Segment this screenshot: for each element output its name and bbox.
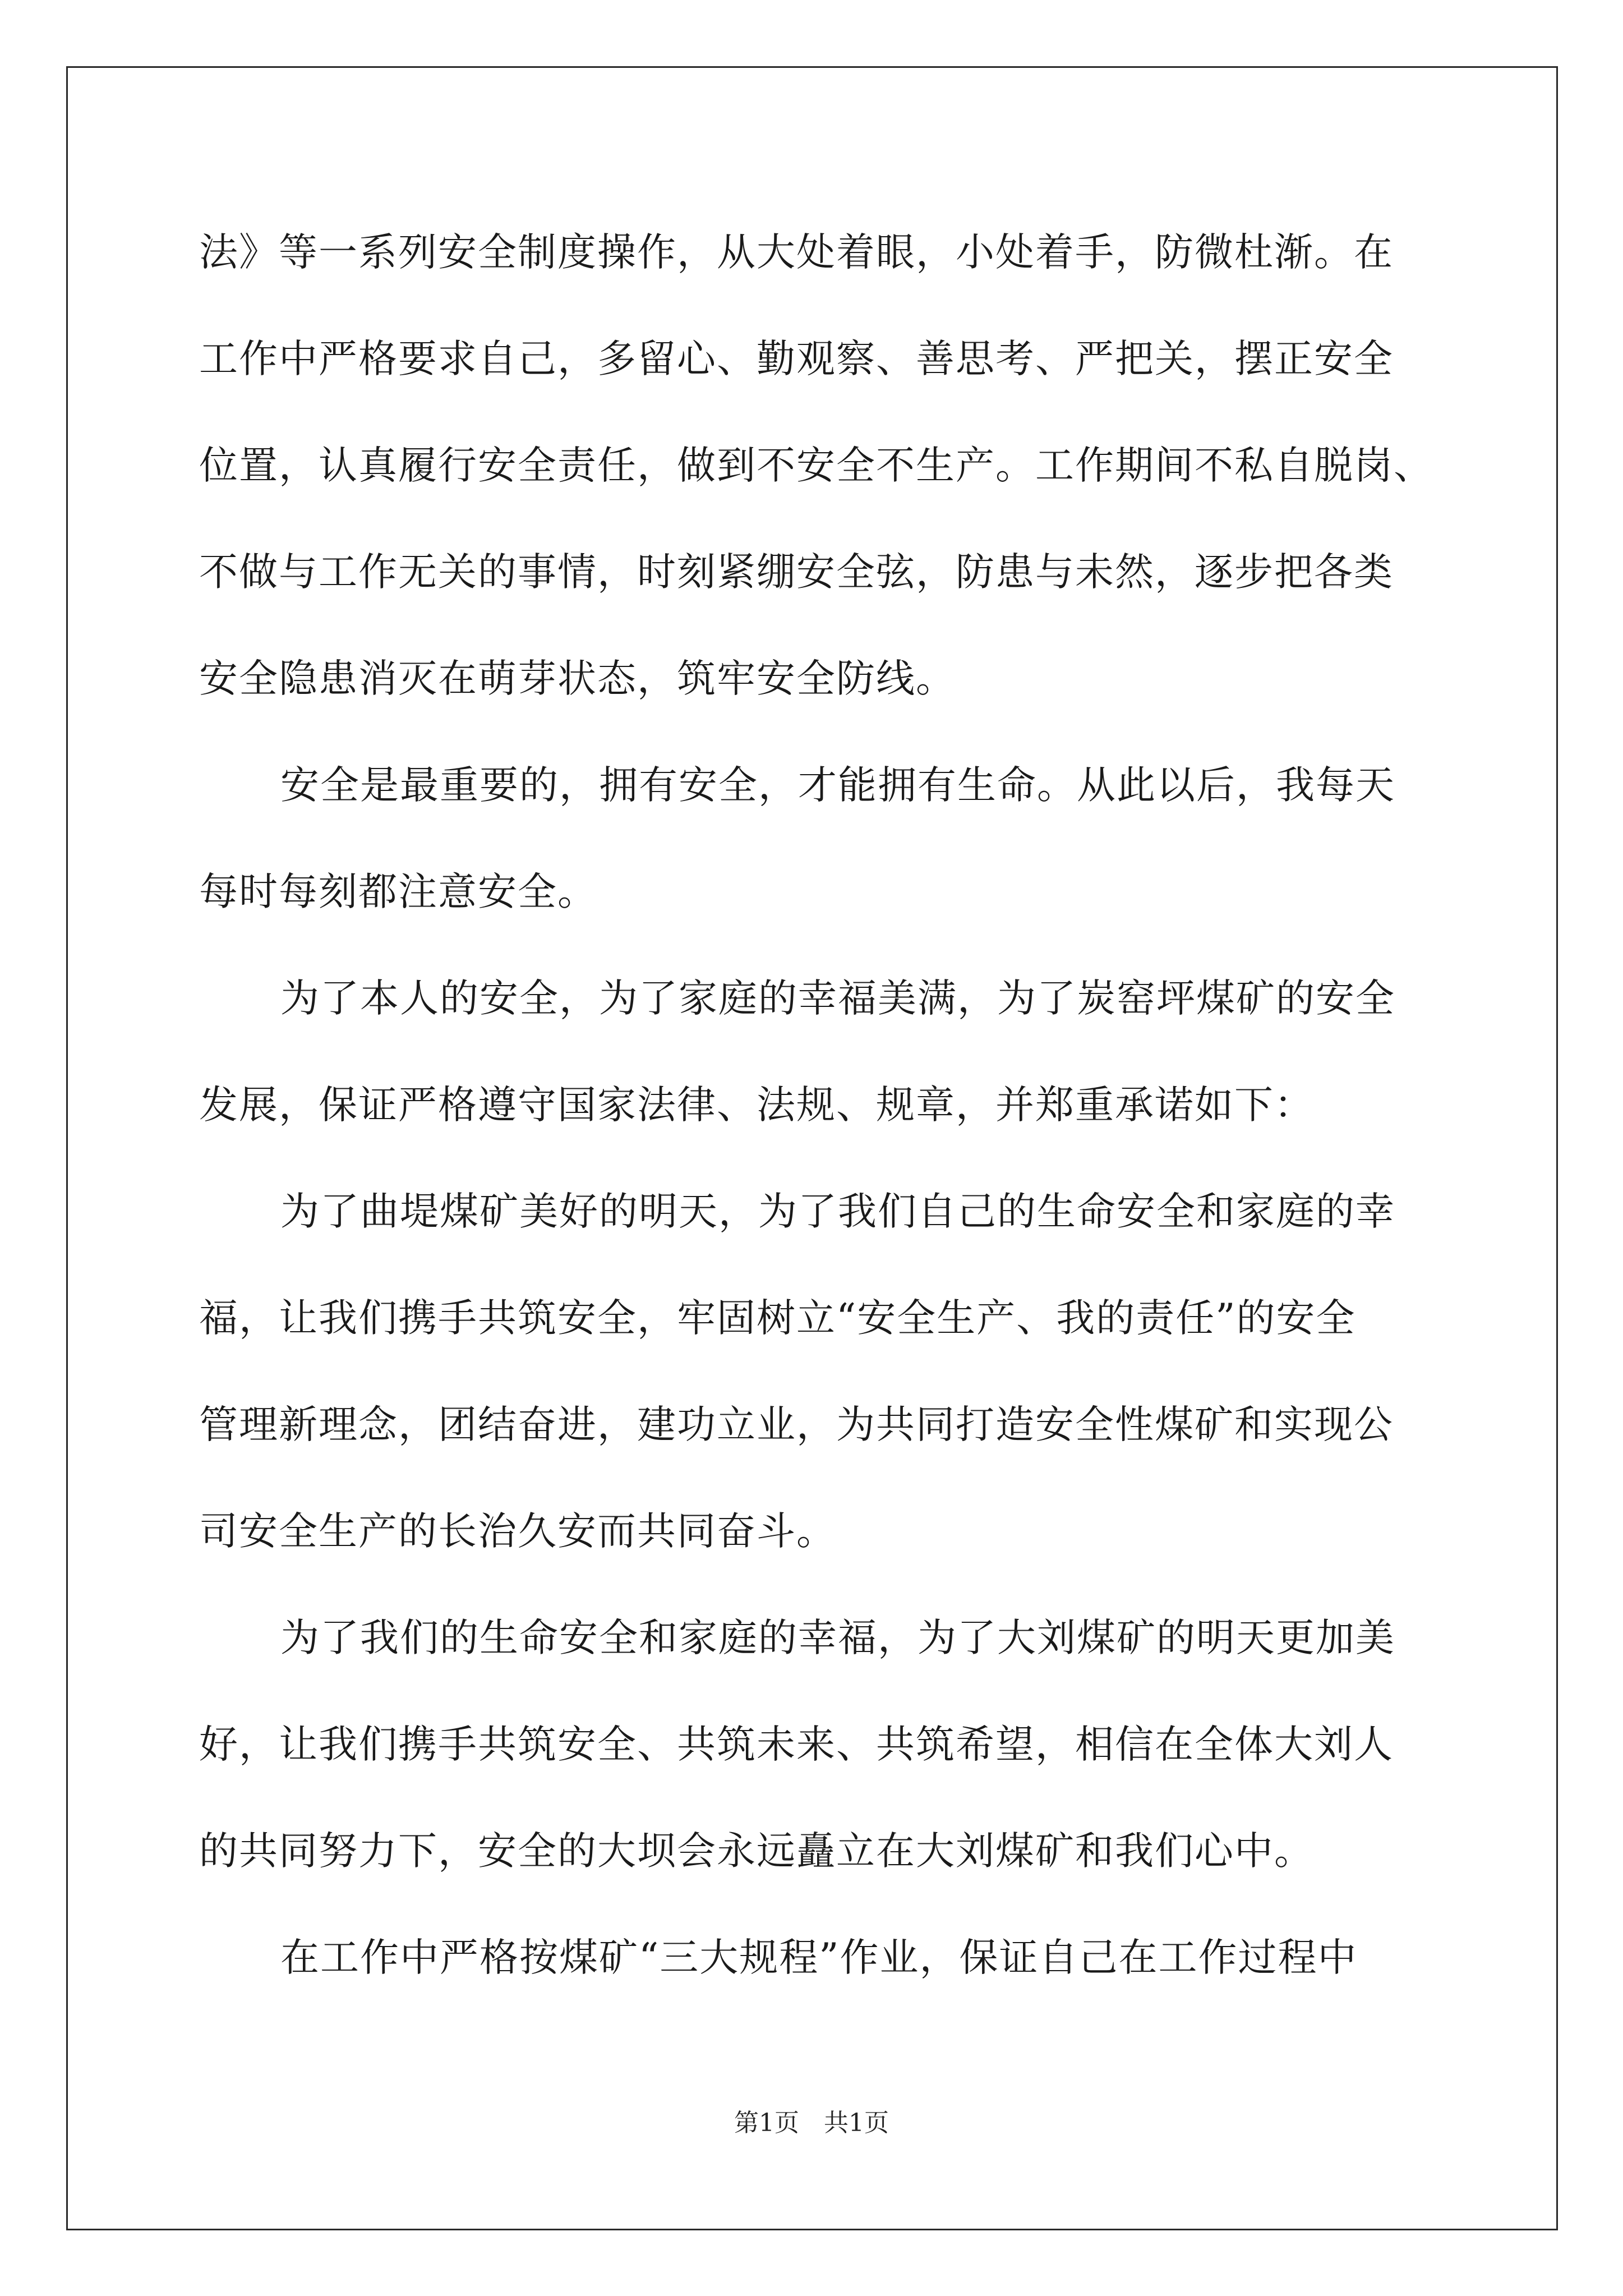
- text-line: 发展，保证严格遵守国家法律、法规、规章，并郑重承诺如下：: [199, 1083, 1314, 1128]
- text-line: 位置，认真履行安全责任，做到不安全不生产。工作期间不私自脱岗、: [199, 443, 1433, 488]
- paragraph-first-line: 为了曲堤煤矿美好的明天，为了我们自己的生命安全和家庭的幸: [280, 1189, 1395, 1234]
- paragraph-first-line: 安全是最重要的，拥有安全，才能拥有生命。从此以后，我每天: [280, 763, 1395, 808]
- paragraph-first-line: 在工作中严格按煤矿“三大规程”作业，保证自己在工作过程中: [280, 1935, 1358, 1980]
- paragraph-first-line: 为了我们的生命安全和家庭的幸福，为了大刘煤矿的明天更加美: [280, 1616, 1395, 1660]
- paragraph-first-line: 为了本人的安全，为了家庭的幸福美满，为了炭窑坪煤矿的安全: [280, 976, 1395, 1021]
- text-line: 司安全生产的长治久安而共同奋斗。: [199, 1509, 836, 1554]
- text-line: 每时每刻都注意安全。: [199, 869, 597, 914]
- page-border: [66, 66, 1558, 2230]
- text-line: 福，让我们携手共筑安全，牢固树立“安全生产、我的责任”的安全: [199, 1296, 1356, 1341]
- text-line: 不做与工作无关的事情，时刻紧绷安全弦，防患与未然，逐步把各类: [199, 550, 1394, 595]
- page-footer: 第1页 共1页: [734, 2109, 889, 2137]
- text-line: 的共同努力下，安全的大坝会永远矗立在大刘煤矿和我们心中。: [199, 1829, 1314, 1874]
- text-line: 好，让我们携手共筑安全、共筑未来、共筑希望，相信在全体大刘人: [199, 1722, 1394, 1767]
- text-line: 管理新理念，团结奋进，建功立业，为共同打造安全性煤矿和实现公: [199, 1402, 1394, 1447]
- text-line: 法》等一系列安全制度操作，从大处着眼，小处着手，防微杜渐。在: [199, 230, 1394, 275]
- text-line: 工作中严格要求自己，多留心、勤观察、善思考、严把关，摆正安全: [199, 337, 1394, 381]
- text-line: 安全隐患消灭在萌芽状态，筑牢安全防线。: [199, 656, 956, 701]
